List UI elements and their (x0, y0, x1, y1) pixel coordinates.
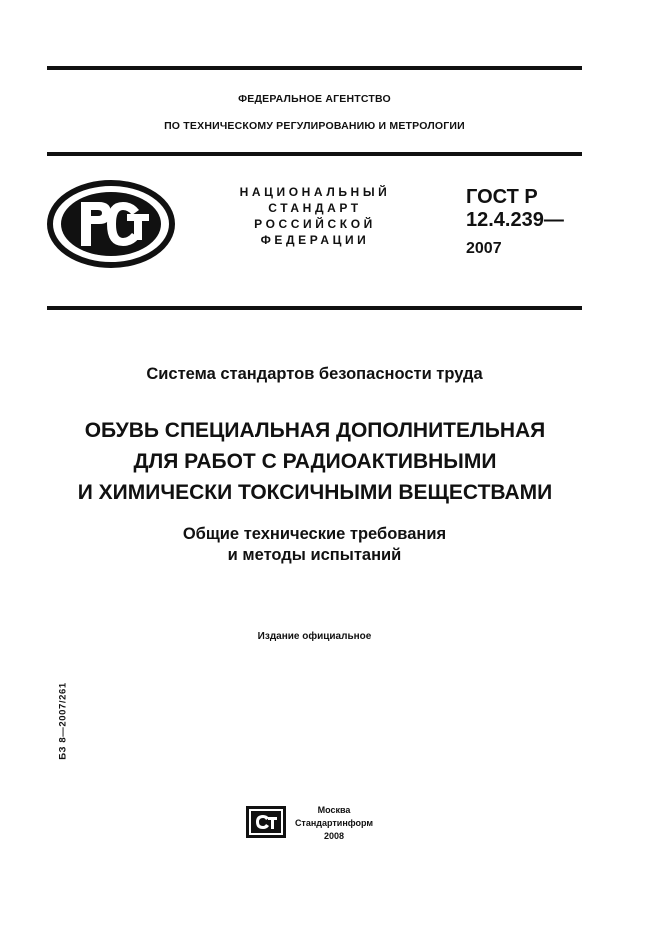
agency-name-line1: ФЕДЕРАЛЬНОЕ АГЕНТСТВО (238, 93, 391, 105)
side-catalog-code: БЗ 8—2007/261 (57, 682, 69, 760)
header-divider-rule (47, 152, 582, 156)
title-line: И ХИМИЧЕСКИ ТОКСИЧНЫМИ ВЕЩЕСТВАМИ (77, 481, 553, 504)
publisher-imprint (280, 804, 388, 843)
title-line: ОБУВЬ СПЕЦИАЛЬНАЯ ДОПОЛНИТЕЛЬНАЯ (84, 419, 546, 442)
subtitle-line: и методы испытаний (227, 546, 402, 564)
national-standard-line: НАЦИОНАЛЬНЫЙ (239, 185, 391, 199)
title-line: ДЛЯ РАБОТ С РАДИОАКТИВНЫМИ (133, 450, 497, 473)
document-subtitle (47, 524, 582, 566)
agency-name-line2: ПО ТЕХНИЧЕСКОМУ РЕГУЛИРОВАНИЮ И МЕТРОЛОГИИ (164, 120, 465, 132)
national-standard-line: РОССИЙСКОЙ (254, 217, 376, 231)
subtitle-line: Общие технические требования (182, 525, 447, 543)
national-standard-label (212, 184, 418, 248)
national-standard-line: СТАНДАРТ (268, 201, 362, 215)
official-edition-label: Издание официальное (257, 631, 372, 642)
document-title (40, 415, 590, 508)
standard-block-rule (47, 306, 582, 310)
designation-line2: 12.4.239— (466, 209, 564, 231)
standard-designation (466, 186, 564, 232)
standards-series-title: Система стандартов безопасности труда (146, 365, 483, 383)
designation-line1: ГОСТ Р (466, 186, 538, 208)
publisher-year: 2008 (323, 831, 345, 841)
publisher-name: Стандартинформ (294, 818, 374, 828)
top-rule (47, 66, 582, 70)
designation-year: 2007 (466, 240, 502, 257)
rst-logo-icon (47, 180, 175, 273)
publisher-city: Москва (317, 805, 351, 815)
national-standard-line: ФЕДЕРАЦИИ (260, 233, 370, 247)
